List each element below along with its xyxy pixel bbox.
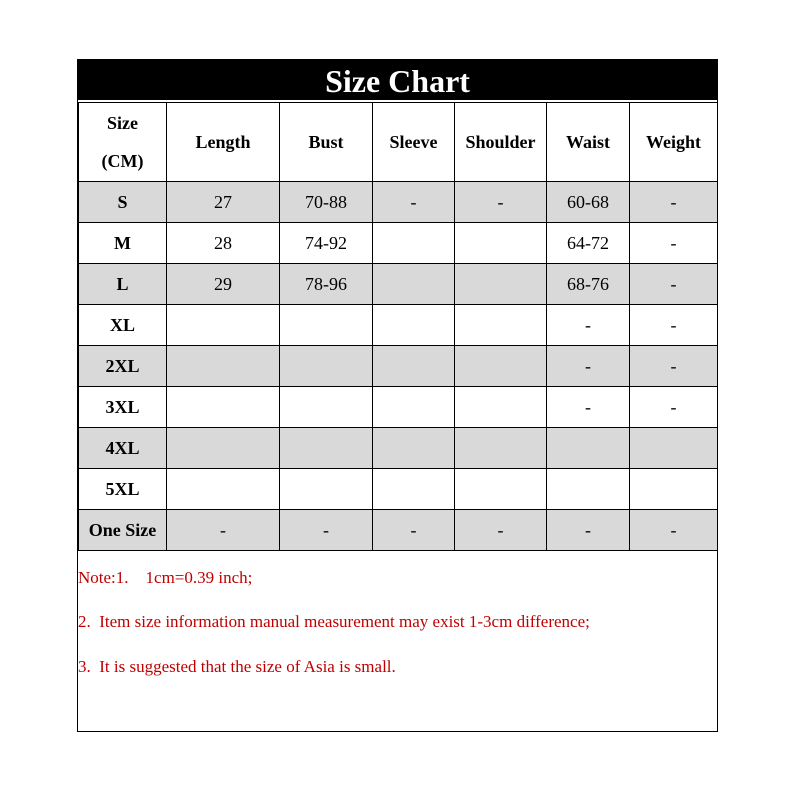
table-cell: -	[630, 305, 718, 346]
table-cell	[547, 428, 630, 469]
table-cell: -	[630, 387, 718, 428]
table-cell: -	[630, 346, 718, 387]
column-header: Weight	[630, 103, 718, 182]
table-cell: -	[455, 182, 547, 223]
table-cell: -	[373, 510, 455, 551]
table-cell: -	[630, 510, 718, 551]
size-label-cell: M	[79, 223, 167, 264]
table-row	[79, 428, 718, 469]
table-cell	[373, 346, 455, 387]
table-cell	[373, 428, 455, 469]
table-cell	[280, 305, 373, 346]
table-row	[79, 346, 718, 387]
table-cell: 28	[167, 223, 280, 264]
table-cell: -	[547, 510, 630, 551]
table-row	[79, 305, 718, 346]
size-chart	[77, 59, 718, 732]
table-cell	[373, 223, 455, 264]
table-cell	[373, 469, 455, 510]
size-label-cell: One Size	[79, 510, 167, 551]
table-cell	[455, 428, 547, 469]
table-cell: 68-76	[547, 264, 630, 305]
table-cell: -	[373, 182, 455, 223]
column-header: Size (CM)	[79, 103, 167, 182]
table-cell: 60-68	[547, 182, 630, 223]
table-cell	[373, 264, 455, 305]
size-label-cell: XL	[79, 305, 167, 346]
column-header: Bust	[280, 103, 373, 182]
column-header: Shoulder	[455, 103, 547, 182]
table-cell: 64-72	[547, 223, 630, 264]
table-cell: -	[547, 387, 630, 428]
size-label-cell: 2XL	[79, 346, 167, 387]
table-cell: -	[280, 510, 373, 551]
table-cell: 29	[167, 264, 280, 305]
table-row	[79, 510, 718, 551]
table-cell: 74-92	[280, 223, 373, 264]
table-cell	[455, 223, 547, 264]
table-body	[79, 182, 718, 551]
column-header: Sleeve	[373, 103, 455, 182]
table-cell	[455, 305, 547, 346]
table-cell: 70-88	[280, 182, 373, 223]
table-cell	[167, 469, 280, 510]
column-header: Waist	[547, 103, 630, 182]
table-cell	[373, 305, 455, 346]
table-row	[79, 387, 718, 428]
size-label-cell: 5XL	[79, 469, 167, 510]
column-header: Length	[167, 103, 280, 182]
table-cell: -	[630, 264, 718, 305]
table-cell	[630, 428, 718, 469]
table-cell: 27	[167, 182, 280, 223]
size-table	[78, 102, 718, 551]
table-row	[79, 264, 718, 305]
table-cell	[455, 264, 547, 305]
table-cell	[167, 428, 280, 469]
table-row	[79, 469, 718, 510]
size-label-cell: 3XL	[79, 387, 167, 428]
table-cell: -	[455, 510, 547, 551]
table-cell	[280, 469, 373, 510]
table-cell	[280, 387, 373, 428]
table-cell: -	[547, 346, 630, 387]
table-cell: -	[167, 510, 280, 551]
size-label-cell: L	[79, 264, 167, 305]
table-cell	[373, 387, 455, 428]
size-label-cell: 4XL	[79, 428, 167, 469]
table-cell: 78-96	[280, 264, 373, 305]
table-cell	[547, 469, 630, 510]
note-1: Note:1. 1cm=0.39 inch;	[78, 568, 253, 587]
table-cell	[280, 428, 373, 469]
note-3: 3. It is suggested that the size of Asia is small.	[78, 657, 396, 676]
table-cell	[167, 387, 280, 428]
table-cell: -	[547, 305, 630, 346]
table-row	[79, 223, 718, 264]
table-cell	[455, 387, 547, 428]
table-cell	[455, 346, 547, 387]
table-cell	[167, 305, 280, 346]
table-cell	[630, 469, 718, 510]
table-cell: -	[630, 223, 718, 264]
size-label-cell: S	[79, 182, 167, 223]
table-header-row	[79, 103, 718, 182]
table-cell	[280, 346, 373, 387]
table-row	[79, 182, 718, 223]
chart-title: Size Chart	[78, 60, 717, 100]
note-2: 2. Item size information manual measurement may exist 1-3cm difference;	[78, 612, 590, 631]
table-cell	[167, 346, 280, 387]
table-cell: -	[630, 182, 718, 223]
table-cell	[455, 469, 547, 510]
